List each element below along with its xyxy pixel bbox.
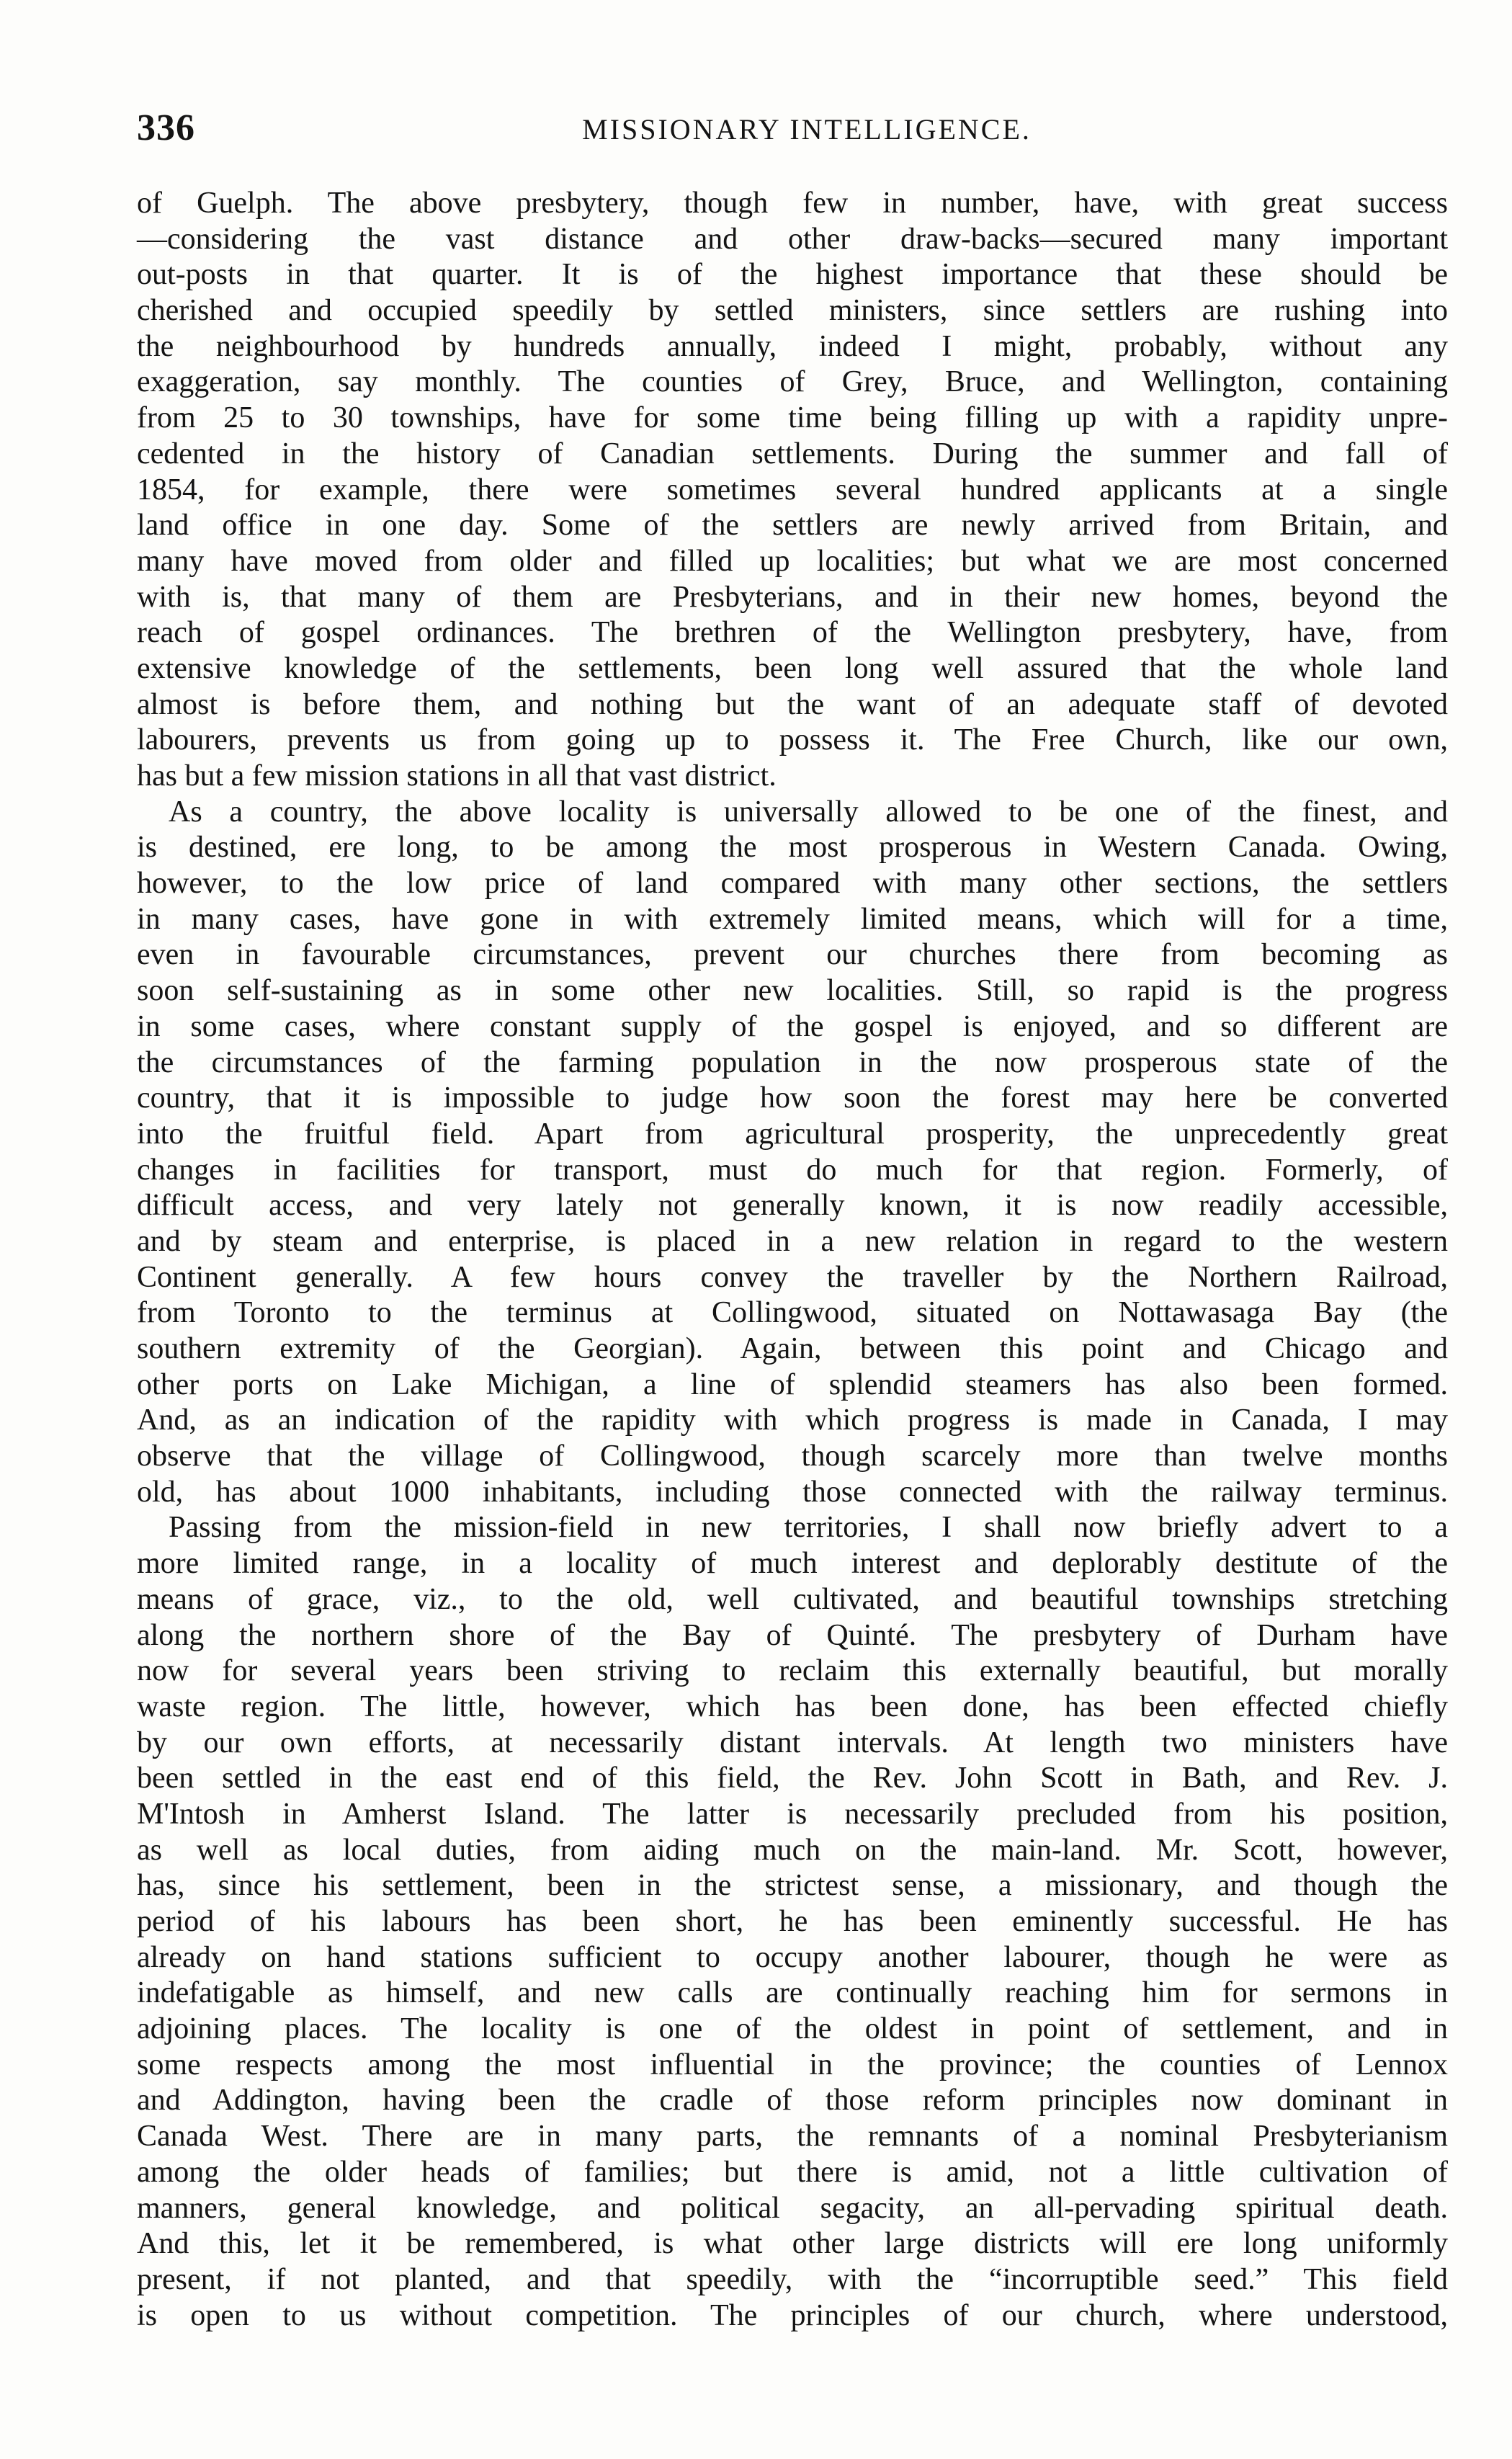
text-line: means of grace, viz., to the old, well cultivated, and beautiful townships stretching (137, 1582, 1448, 1616)
text-line: M'Intosh in Amherst Island. The latter is necessarily precluded from his position, (137, 1797, 1448, 1831)
text-line: more limited range, in a locality of much interest and deplorably destitute of the (137, 1547, 1448, 1581)
text-line: southern extremity of the Georgian). Again, between this point and Chicago and (137, 1332, 1448, 1365)
text-line: from 25 to 30 townships, have for some time being filling up with a rapidity unpre- (137, 401, 1448, 435)
page-number: 336 (137, 107, 195, 148)
text-line: in many cases, have gone in with extremely limited means, which will for a time, (137, 902, 1448, 936)
page-header (137, 107, 1448, 157)
text-line: almost is before them, and nothing but the want of an adequate staff of devoted (137, 687, 1448, 721)
text-line: And, as an indication of the rapidity with which progress is made in Canada, I may (137, 1403, 1448, 1437)
text-line: Canada West. There are in many parts, the remnants of a nominal Presbyterianism (137, 2120, 1448, 2154)
text-line: many have moved from older and filled up localities; but what we are most concerned (137, 544, 1448, 578)
text-line: into the fruitful field. Apart from agricultural prosperity, the unprecedently great (137, 1117, 1448, 1151)
running-title: MISSIONARY INTELLIGENCE. (582, 113, 1032, 146)
text-line: of Guelph. The above presbytery, though few in number, have, with great success (137, 187, 1448, 220)
text-line: with is, that many of them are Presbyterians, and in their new homes, beyond the (137, 580, 1448, 614)
text-line: is destined, ere long, to be among the most prosperous in Western Canada. Owing, (137, 831, 1448, 865)
text-line: manners, general knowledge, and political segacity, an all-pervading spiritual death. (137, 2191, 1448, 2225)
text-line: even in favourable circumstances, prevent our churches there from becoming as (137, 938, 1448, 972)
text-line: extensive knowledge of the settlements, been long well assured that the whole land (137, 651, 1448, 685)
text-line: has, since his settlement, been in the strictest sense, a missionary, and though the (137, 1869, 1448, 1903)
text-line: already on hand stations sufficient to occupy another labourer, though he were as (137, 1940, 1448, 1974)
text-line: difficult access, and very lately not generally known, it is now readily accessible, (137, 1189, 1448, 1223)
paragraph-end-line: old, has about 1000 inhabitants, including those connected with the railway terminus. (137, 1475, 1448, 1509)
text-line: been settled in the east end of this field, the Rev. John Scott in Bath, and Rev. J. (137, 1762, 1448, 1795)
text-line: out-posts in that quarter. It is of the highest importance that these should be (137, 258, 1448, 292)
text-line: period of his labours has been short, he has been eminently successful. He has (137, 1905, 1448, 1938)
text-line: is open to us without competition. The principles of our church, where understood, (137, 2298, 1448, 2332)
text-line: soon self-sustaining as in some other new localities. Still, so rapid is the progress (137, 974, 1448, 1008)
paragraph-start-line: As a country, the above locality is universally allowed to be one of the finest, and (169, 795, 1448, 829)
text-line: from Toronto to the terminus at Collingwood, situated on Nottawasaga Bay (the (137, 1296, 1448, 1330)
text-line: Continent generally. A few hours convey the traveller by the Northern Railroad, (137, 1260, 1448, 1294)
text-line: among the older heads of families; but there is amid, not a little cultivation of (137, 2155, 1448, 2189)
text-line: adjoining places. The locality is one of the oldest in point of settlement, and in (137, 2012, 1448, 2046)
text-line: and Addington, having been the cradle of those reform principles now dominant in (137, 2084, 1448, 2117)
text-line: observe that the village of Collingwood, though scarcely more than twelve months (137, 1440, 1448, 1473)
text-line: some respects among the most influential in the province; the counties of Lennox (137, 2048, 1448, 2081)
text-line: reach of gospel ordinances. The brethren of the Wellington presbytery, have, from (137, 616, 1448, 650)
text-line: land office in one day. Some of the settlers are newly arrived from Britain, and (137, 509, 1448, 543)
text-line: 1854, for example, there were sometimes several hundred applicants at a single (137, 473, 1448, 506)
text-line: other ports on Lake Michigan, a line of splendid steamers has also been formed. (137, 1367, 1448, 1401)
text-line: changes in facilities for transport, must do much for that region. Formerly, of (137, 1153, 1448, 1187)
text-line: in some cases, where constant supply of the gospel is enjoyed, and so different are (137, 1009, 1448, 1043)
paragraph-start-line: Passing from the mission-field in new territories, I shall now briefly advert to a (169, 1511, 1448, 1545)
text-line: labourers, prevents us from going up to possess it. The Free Church, like our own, (137, 723, 1448, 757)
text-line: the circumstances of the farming population in the now prosperous state of the (137, 1045, 1448, 1079)
text-line: now for several years been striving to reclaim this externally beautiful, but morally (137, 1654, 1448, 1688)
text-line: waste region. The little, however, which has been done, has been effected chiefly (137, 1690, 1448, 1723)
text-line: as well as local duties, from aiding much on the main-land. Mr. Scott, however, (137, 1833, 1448, 1867)
text-line: country, that it is impossible to judge how soon the forest may here be converted (137, 1081, 1448, 1115)
text-line: cherished and occupied speedily by settled ministers, since settlers are rushing into (137, 294, 1448, 328)
text-line: along the northern shore of the Bay of Quinté. The presbytery of Durham have (137, 1618, 1448, 1652)
text-line: indefatigable as himself, and new calls are continually reaching him for sermons in (137, 1976, 1448, 2010)
text-line: exaggeration, say monthly. The counties of Grey, Bruce, and Wellington, containing (137, 365, 1448, 399)
text-line: cedented in the history of Canadian settlements. During the summer and fall of (137, 437, 1448, 470)
body-text (137, 186, 1448, 2334)
text-line: by our own efforts, at necessarily distant intervals. At length two ministers have (137, 1726, 1448, 1759)
text-line: present, if not planted, and that speedily, with the “incorruptible seed.” This field (137, 2262, 1448, 2296)
text-line: however, to the low price of land compared with many other sections, the settlers (137, 867, 1448, 901)
paragraph-end-line: has but a few mission stations in all that vast district. (137, 759, 777, 793)
text-line: the neighbourhood by hundreds annually, indeed I might, probably, without any (137, 329, 1448, 363)
text-line: and by steam and enterprise, is placed in a new relation in regard to the western (137, 1224, 1448, 1258)
text-line: —considering the vast distance and other draw-backs—secured many important (137, 222, 1448, 256)
text-line: And this, let it be remembered, is what other large districts will ere long uniformly (137, 2227, 1448, 2261)
